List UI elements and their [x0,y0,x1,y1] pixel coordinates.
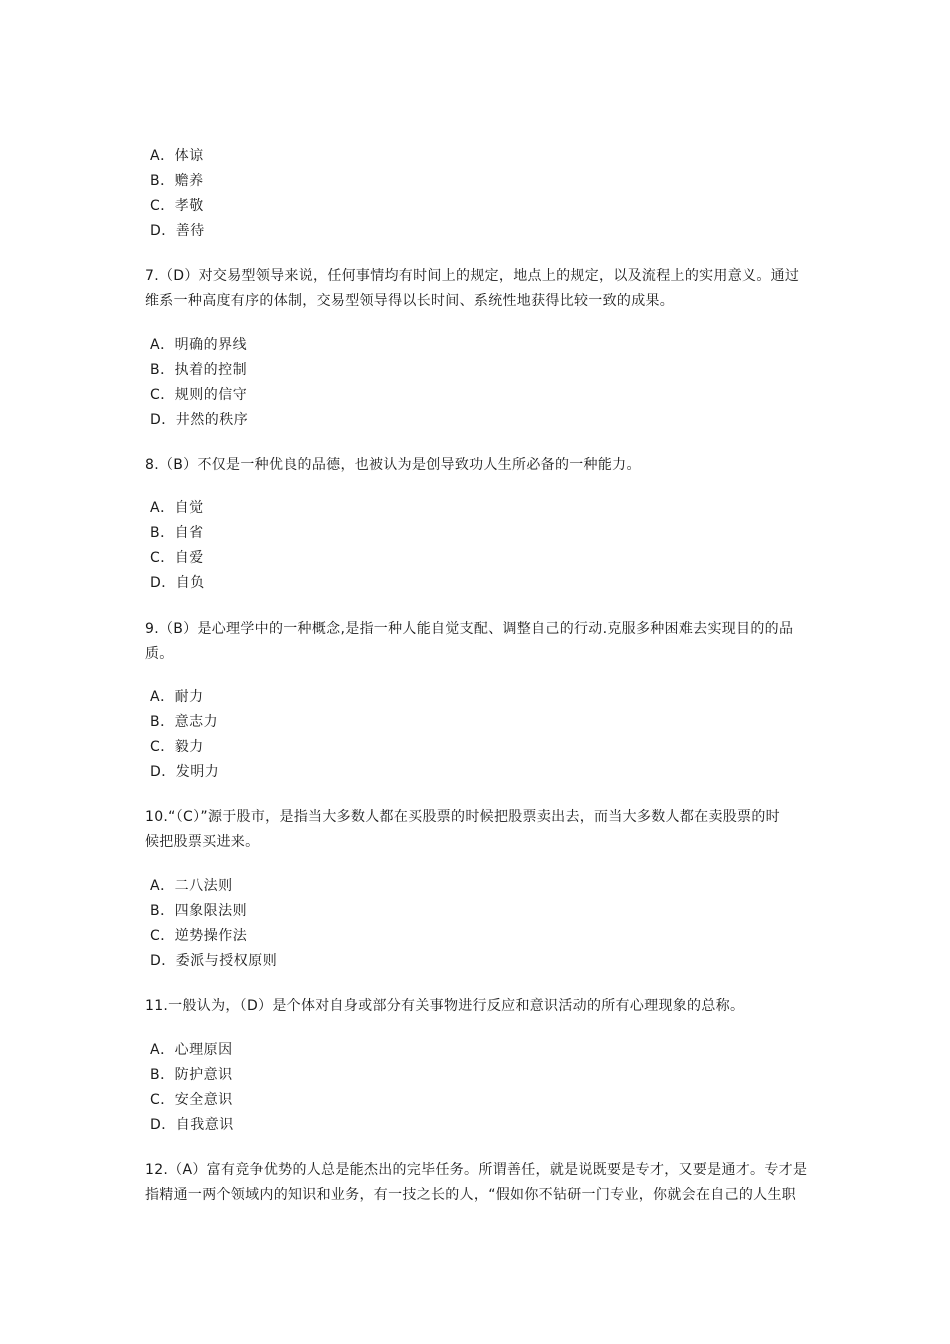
option-d: D．自我意识 [150,1117,234,1133]
option-a: A．体谅 [150,148,204,164]
question-10 [145,805,810,855]
question-text-line: 10.“（C）”源于股市，是指当大多数人都在买股票的时候把股票卖出去，而当大多数人都在卖股票的时 [145,809,780,825]
option-a: A．明确的界线 [150,337,248,353]
option-d: D．发明力 [150,764,220,780]
question-11 [145,994,810,1019]
option-b: B．四象限法则 [150,903,248,919]
option-d: D．井然的秩序 [150,412,249,428]
option-c: C．安全意识 [150,1092,233,1108]
question-text-line: 7.（D）对交易型领导来说，任何事情均有时间上的规定，地点上的规定，以及流程上的实用意义。通过 [145,268,800,284]
option-b: B．意志力 [150,714,219,730]
option-c: C．逆势操作法 [150,928,248,944]
option-a: A．自觉 [150,500,204,516]
question-text-line: 12.（A）富有竞争优势的人总是能杰出的完毕任务。所谓善任，就是说既要是专才，又要是通才。专才是 [145,1162,808,1178]
option-d: D．善待 [150,223,205,239]
option-c: C．毅力 [150,739,204,755]
option-c: C．孝敬 [150,198,204,214]
option-c: C．自爱 [150,550,204,566]
question-9 [145,617,810,667]
question-7 [145,264,810,314]
question-text-line: 质。 [145,646,174,662]
option-d: D．自负 [150,575,205,591]
question-text-line: 候把股票买进来。 [145,834,260,850]
option-a: A．二八法则 [150,878,233,894]
option-b: B．防护意识 [150,1067,233,1083]
question-8 [145,453,810,478]
option-d: D．委派与授权原则 [150,953,278,969]
question-text-line: 指精通一两个领域内的知识和业务，有一技之长的人，“假如你不钻研一门专业，你就会在自己的人生职 [145,1187,797,1203]
question-text-line: 11.一般认为，（D）是个体对自身或部分有关事物进行反应和意识活动的所有心理现象的总称。 [145,998,745,1014]
option-b: B．赡养 [150,173,204,189]
option-b: B．自省 [150,525,204,541]
question-text-line: 8.（B）不仅是一种优良的品德，也被认为是创导致功人生所必备的一种能力。 [145,457,641,473]
option-b: B．执着的控制 [150,362,248,378]
option-a: A．心理原因 [150,1042,233,1058]
question-12 [145,1158,810,1208]
question-text-line: 维系一种高度有序的体制，交易型领导得以长时间、系统性地获得比较一致的成果。 [145,293,675,309]
option-a: A．耐力 [150,689,204,705]
option-c: C．规则的信守 [150,387,248,403]
question-text-line: 9.（B）是心理学中的一种概念,是指一种人能自觉支配、调整自己的行动.克服多种困难去实现目的的品 [145,621,794,637]
